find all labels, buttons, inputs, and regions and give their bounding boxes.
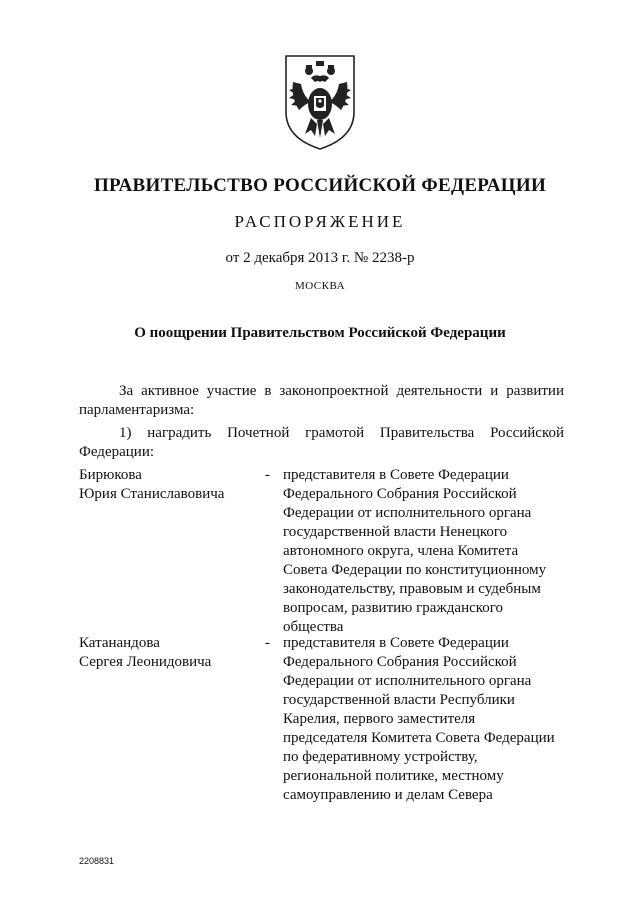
order-continuation: Федерации: (79, 444, 155, 460)
awardee-given-names: Юрия Станиславовича (79, 486, 225, 502)
awardee-name (79, 466, 259, 504)
position-line: представителя в Совете Федерации (283, 635, 509, 651)
awardee-name (79, 634, 259, 672)
position-line: государственной власти Ненецкого (283, 524, 508, 540)
position-line: самоуправлению и делам Севера (283, 787, 493, 803)
entry-dash: - (265, 467, 270, 483)
awardee-position (283, 466, 564, 637)
position-line: Федерального Собрания Российской (283, 486, 517, 502)
document-code: 2208831 (79, 856, 115, 866)
document-city: МОСКВА (294, 280, 346, 292)
awardee-given-names: Сергея Леонидовича (79, 654, 212, 670)
position-line: общества (283, 619, 344, 635)
document-subject: О поощрении Правительством Российской Федерации (134, 325, 506, 341)
position-line: автономного округа, члена Комитета (283, 543, 519, 559)
intro-line-1: За активное участие в законопроектной деятельности и развитии (119, 383, 564, 399)
order-line-1: 1) наградить Почетной грамотой Правительства Российской (119, 425, 564, 441)
awardee-surname: Бирюкова (79, 467, 142, 483)
entry-dash: - (265, 635, 270, 651)
document-date-number: от 2 декабря 2013 г. № 2238-р (225, 250, 415, 266)
position-line: вопросам, развитию гражданского (283, 600, 504, 616)
position-line: Федерации от исполнительного органа (283, 673, 532, 689)
position-line: законодательству, правовым и судебным (283, 581, 541, 597)
position-line: Федерального Собрания Российской (283, 654, 517, 670)
government-title: ПРАВИТЕЛЬСТВО РОССИЙСКОЙ ФЕДЕРАЦИИ (93, 175, 547, 196)
awardee-surname: Катанандова (79, 635, 160, 651)
document-type: РАСПОРЯЖЕНИЕ (234, 212, 406, 231)
order-paragraph (79, 424, 564, 443)
position-line: региональной политике, местному (283, 768, 504, 784)
position-line: Федерации от исполнительного органа (283, 505, 532, 521)
awardee-position (283, 634, 564, 805)
position-line: представителя в Совете Федерации (283, 467, 509, 483)
intro-continuation: парламентаризма: (79, 402, 195, 418)
position-line: Совета Федерации по конституционному (283, 562, 547, 578)
position-line: председателя Комитета Совета Федерации (283, 730, 555, 746)
position-line: государственной власти Республики (283, 692, 515, 708)
position-line: Карелия, первого заместителя (283, 711, 476, 727)
russian-coat-of-arms-icon (281, 52, 359, 152)
position-line: по федеративному устройству, (283, 749, 478, 765)
intro-paragraph (79, 382, 564, 401)
